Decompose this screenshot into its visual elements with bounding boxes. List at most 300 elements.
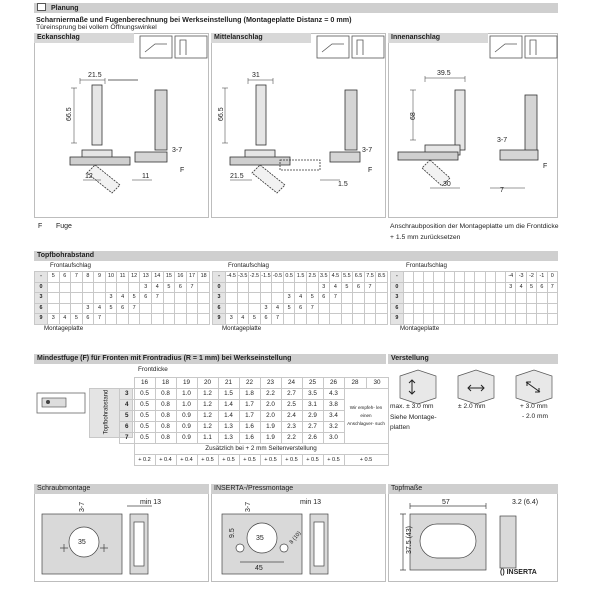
mindestfuge-cell: 0.5 bbox=[134, 411, 155, 422]
topfbohr-cell bbox=[413, 293, 423, 304]
topfbohr-cell: 6 bbox=[295, 303, 307, 314]
topfbohr-cell bbox=[105, 282, 117, 293]
topfbohr-cell bbox=[330, 314, 342, 325]
bottom-drawings bbox=[0, 494, 600, 584]
verstellung-value-3: + 3.0 mm bbox=[520, 403, 548, 410]
mindestfuge-row-label: 6 bbox=[120, 422, 135, 433]
topfbohr-col-header: 0.5 bbox=[283, 272, 295, 283]
topfbohr-col-header: -4 bbox=[506, 272, 516, 283]
inserta-drawing bbox=[222, 514, 328, 574]
topfbohr-cell: 3 bbox=[140, 282, 152, 293]
topfbohr-col-header: - bbox=[213, 272, 226, 283]
topfbohr-cell bbox=[506, 314, 516, 325]
topfbohr-cell bbox=[353, 293, 365, 304]
topfbohr-col-header: 15 bbox=[163, 272, 175, 283]
topfbohr-cell bbox=[198, 314, 210, 325]
topfbohr-cell: 6 bbox=[260, 314, 272, 325]
extra-label: Zusätzlich bei + 2 mm Seitenverstellung bbox=[134, 444, 388, 455]
mindestfuge-cell: 1.7 bbox=[239, 411, 260, 422]
topfbohr-cell bbox=[47, 303, 59, 314]
topfbohr-grid-1 bbox=[34, 271, 210, 325]
inserta-edge: 3-7 bbox=[245, 501, 252, 512]
topfbohr-row-label: 0 bbox=[213, 282, 226, 293]
topfbohr-cell bbox=[47, 293, 59, 304]
topfbohr-cell bbox=[249, 293, 261, 304]
topfbohr-row-label: 6 bbox=[213, 303, 226, 314]
extra-value: + 0.5 bbox=[260, 455, 281, 466]
topfbohr-cell bbox=[403, 282, 413, 293]
dim-innen-gap: 3-7 bbox=[497, 137, 508, 144]
mindestfuge-cell: 1.6 bbox=[239, 422, 260, 433]
topfbohr-col-header: -1 bbox=[537, 272, 547, 283]
topfbohr-cell bbox=[465, 314, 475, 325]
topfbohr-cell bbox=[59, 282, 71, 293]
topfbohr-cell bbox=[454, 282, 464, 293]
topfbohr-row-label: 3 bbox=[213, 293, 226, 304]
mindestfuge-cell: 3.0 bbox=[323, 433, 344, 444]
topfbohr-cell bbox=[376, 293, 388, 304]
topf-inserta: () INSERTA bbox=[500, 569, 537, 576]
montageplatte-label-3: Montageplatte bbox=[400, 324, 440, 332]
topfbohr-cell bbox=[295, 282, 307, 293]
mindestfuge-cell: 0.5 bbox=[134, 389, 155, 400]
frontdicke-label: Frontdicke bbox=[138, 366, 168, 373]
topfbohr-cell bbox=[547, 293, 557, 304]
topfbohr-cell bbox=[272, 282, 284, 293]
topfbohr-cell bbox=[163, 314, 175, 325]
mindestfuge-cell: 1.9 bbox=[260, 422, 281, 433]
topfbohr-col-header: - bbox=[391, 272, 404, 283]
mindestfuge-cell: 2.9 bbox=[302, 411, 323, 422]
topfbohr-cell bbox=[47, 282, 59, 293]
topfbohr-cell bbox=[117, 314, 129, 325]
topfbohr-col-header bbox=[434, 272, 444, 283]
mindestfuge-cell: 2.7 bbox=[302, 422, 323, 433]
topfbohr-cell: 7 bbox=[186, 282, 198, 293]
topfbohr-col-header: 12 bbox=[128, 272, 140, 283]
mindestfuge-cell: 1.2 bbox=[197, 411, 218, 422]
extra-value: + 0.5 bbox=[239, 455, 260, 466]
hinge-title-innen: Innenanschlag bbox=[388, 33, 488, 43]
topfbohr-cell bbox=[175, 293, 187, 304]
topfbohr-cell bbox=[237, 303, 249, 314]
verstellung-note: Siehe Montage- platten bbox=[390, 414, 437, 431]
topfbohr-table-1 bbox=[34, 262, 210, 332]
topfbohr-cell bbox=[526, 303, 536, 314]
topfbohr-cell: 6 bbox=[82, 314, 94, 325]
planung-title: Planung bbox=[50, 5, 79, 12]
topfbohr-cell: 6 bbox=[318, 293, 330, 304]
topfbohr-col-header bbox=[475, 272, 485, 283]
dim-mittel-gap: 3-7 bbox=[362, 147, 373, 154]
topfbohr-cell: 3 bbox=[283, 293, 295, 304]
topfbohr-cell: 6 bbox=[117, 303, 129, 314]
mindestfuge-cell: 0.9 bbox=[176, 433, 197, 444]
topfbohr-cell bbox=[537, 314, 547, 325]
topfbohr-col-header bbox=[495, 272, 505, 283]
frontaufschlag-label-2: Frontaufschlag bbox=[228, 262, 269, 269]
mindestfuge-cell: 1.3 bbox=[218, 422, 239, 433]
topfbohr-cell bbox=[485, 293, 495, 304]
topfbohr-cell bbox=[249, 282, 261, 293]
topfbohr-cell: 3 bbox=[318, 282, 330, 293]
extra-value: + 0.5 bbox=[218, 455, 239, 466]
topfbohr-col-header: 14 bbox=[152, 272, 164, 283]
mindestfuge-cell: 0.8 bbox=[155, 400, 176, 411]
mindestfuge-cell: 0.5 bbox=[134, 422, 155, 433]
topfbohr-cell: 7 bbox=[128, 303, 140, 314]
topfbohr-cell bbox=[260, 282, 272, 293]
frontdicke-header: 21 bbox=[218, 378, 239, 389]
montageplatte-label-2: Montageplatte bbox=[222, 324, 262, 332]
mindestfuge-cell: 0.9 bbox=[176, 411, 197, 422]
topfbohr-cell: 4 bbox=[295, 293, 307, 304]
topfbohr-col-header: -2.5 bbox=[249, 272, 261, 283]
topfbohr-cell bbox=[526, 293, 536, 304]
topfbohr-cell bbox=[163, 293, 175, 304]
topfbohr-cell: 7 bbox=[306, 303, 318, 314]
topfbohr-cell bbox=[475, 303, 485, 314]
topfbohr-cell bbox=[424, 314, 434, 325]
topfbohr-cell bbox=[128, 314, 140, 325]
topfbohr-col-header bbox=[454, 272, 464, 283]
dim-mittel-left: 21.5 bbox=[230, 173, 244, 180]
dim-mittel-top: 31 bbox=[252, 72, 260, 79]
topfbohr-col-header: 2.5 bbox=[306, 272, 318, 283]
topfbohr-cell bbox=[249, 303, 261, 314]
topfbohr-col-header: -4.5 bbox=[225, 272, 237, 283]
topfbohr-cell bbox=[105, 314, 117, 325]
topfbohr-cell bbox=[71, 293, 83, 304]
topfbohr-cell bbox=[376, 303, 388, 314]
topfbohr-row-label: 9 bbox=[35, 314, 48, 325]
schraub-min: min 13 bbox=[140, 499, 162, 506]
topf-width: 57 bbox=[442, 499, 450, 506]
topfbohr-cell: 5 bbox=[306, 293, 318, 304]
topfbohr-cell bbox=[237, 293, 249, 304]
topfbohr-cell bbox=[175, 314, 187, 325]
mindestfuge-cell: 2.2 bbox=[260, 389, 281, 400]
topfbohr-cell: 7 bbox=[364, 282, 376, 293]
topfbohr-grid-3 bbox=[390, 271, 558, 325]
mindestfuge-cell: 1.6 bbox=[239, 433, 260, 444]
schraub-edge: 3-7 bbox=[79, 501, 86, 512]
topfbohr-col-header: 0 bbox=[547, 272, 557, 283]
topfbohr-cell bbox=[424, 303, 434, 314]
inserta-dia: 35 bbox=[256, 535, 264, 542]
mindestfuge-cell: 1.2 bbox=[197, 400, 218, 411]
frontdicke-header: 30 bbox=[366, 378, 388, 389]
extra-value: + 0.5 bbox=[344, 455, 388, 466]
topfbohr-col-header: 16 bbox=[175, 272, 187, 283]
topfbohr-cell bbox=[272, 293, 284, 304]
topfbohr-col-header bbox=[413, 272, 423, 283]
verstellung-icons bbox=[392, 368, 558, 406]
topfbohr-row-label: 0 bbox=[391, 282, 404, 293]
topfbohr-col-header: 8.5 bbox=[376, 272, 388, 283]
topfbohr-cell bbox=[59, 293, 71, 304]
topfbohr-cell bbox=[376, 314, 388, 325]
topfbohr-cell bbox=[475, 314, 485, 325]
mindestfuge-row-label: 7 bbox=[120, 433, 135, 444]
topfbohr-cell bbox=[465, 303, 475, 314]
topfbohr-cell bbox=[516, 293, 526, 304]
frontaufschlag-label-1: Frontaufschlag bbox=[50, 262, 91, 269]
topfbohr-cell bbox=[465, 282, 475, 293]
topfbohr-cell bbox=[495, 303, 505, 314]
topfbohr-col-header: 10 bbox=[105, 272, 117, 283]
topfbohr-cell bbox=[318, 314, 330, 325]
topfbohr-cell bbox=[94, 282, 106, 293]
topfbohr-col-header: 3.5 bbox=[318, 272, 330, 283]
dim-eck-left: 12 bbox=[85, 173, 93, 180]
topfbohr-cell bbox=[283, 314, 295, 325]
topfbohr-cell bbox=[237, 282, 249, 293]
mindestfuge-cell: 1.7 bbox=[239, 400, 260, 411]
topfbohr-label: Topfbohrabstand bbox=[103, 389, 110, 435]
topfbohr-cell bbox=[444, 293, 454, 304]
topfbohr-cell bbox=[94, 293, 106, 304]
topfbohr-cell bbox=[444, 303, 454, 314]
topfbohr-cell bbox=[353, 314, 365, 325]
topfbohr-cell: 3 bbox=[47, 314, 59, 325]
drawing-mittel bbox=[230, 85, 360, 193]
topfbohr-cell bbox=[506, 303, 516, 314]
extra-value: + 0.5 bbox=[323, 455, 344, 466]
topfbohr-cell bbox=[163, 303, 175, 314]
topfbohr-cell bbox=[82, 282, 94, 293]
topfbohr-cell bbox=[537, 303, 547, 314]
topfbohr-cell: 5 bbox=[526, 282, 536, 293]
dim-mittel-height: 66.5 bbox=[218, 107, 225, 121]
topfbohr-col-header: 11 bbox=[117, 272, 129, 283]
topfbohr-col-header: 17 bbox=[186, 272, 198, 283]
topfbohr-cell bbox=[71, 303, 83, 314]
drawing-innen bbox=[398, 90, 538, 186]
topfbohr-cell bbox=[82, 293, 94, 304]
topfbohr-cell: 5 bbox=[71, 314, 83, 325]
topfbohr-cell bbox=[364, 314, 376, 325]
frontaufschlag-label-3: Frontaufschlag bbox=[406, 262, 447, 269]
mindestfuge-row-label: 4 bbox=[120, 400, 135, 411]
frontdicke-header: 26 bbox=[323, 378, 344, 389]
dim-mittel-fuge: F bbox=[368, 167, 373, 174]
inserta-title: INSERTA-/Pressmontage bbox=[211, 484, 386, 494]
topfbohr-cell: 3 bbox=[506, 282, 516, 293]
topfbohr-cell bbox=[454, 293, 464, 304]
topfbohr-cell bbox=[341, 303, 353, 314]
frontdicke-header: 28 bbox=[344, 378, 366, 389]
mindestfuge-cell: 2.0 bbox=[260, 400, 281, 411]
mindestfuge-cell: 1.3 bbox=[218, 433, 239, 444]
topfbohr-col-header: -1.5 bbox=[260, 272, 272, 283]
mindestfuge-corner bbox=[120, 378, 135, 389]
frontdicke-header: 25 bbox=[302, 378, 323, 389]
topfbohr-cell: 3 bbox=[82, 303, 94, 314]
mindestfuge-cell: 2.4 bbox=[281, 411, 302, 422]
topfbohr-cell bbox=[341, 314, 353, 325]
verstellung-value-2: ± 2.0 mm bbox=[458, 403, 486, 410]
topfbohr-cell bbox=[444, 282, 454, 293]
topfbohr-cell bbox=[475, 293, 485, 304]
topfbohr-cell bbox=[495, 314, 505, 325]
topfbohr-cell bbox=[186, 314, 198, 325]
frontdicke-header: 20 bbox=[197, 378, 218, 389]
topfbohr-cell bbox=[454, 314, 464, 325]
topfbohr-cell: 7 bbox=[272, 314, 284, 325]
topfbohr-col-header: 7.5 bbox=[364, 272, 376, 283]
topfbohr-col-header bbox=[485, 272, 495, 283]
topfbohr-cell bbox=[71, 282, 83, 293]
topfbohr-cell bbox=[424, 282, 434, 293]
dim-eck-top: 21.5 bbox=[88, 72, 102, 79]
mindestfuge-cell: 1.2 bbox=[197, 422, 218, 433]
inserta-hole: 8 (10) bbox=[288, 530, 303, 546]
topfbohr-cell bbox=[444, 314, 454, 325]
dim-innen-height: 68 bbox=[410, 112, 417, 120]
verstellung-value-4: - 2.0 mm bbox=[522, 413, 549, 420]
topfmasse-title: Topfmaße bbox=[388, 484, 558, 494]
frontdicke-header: 16 bbox=[134, 378, 155, 389]
dim-innen-bottom: 30 bbox=[443, 181, 451, 188]
topfbohr-table-2 bbox=[212, 262, 388, 332]
mindestfuge-cell: 1.0 bbox=[176, 400, 197, 411]
topfbohr-cell bbox=[186, 293, 198, 304]
topfbohr-cell bbox=[225, 303, 237, 314]
frontdicke-header: 24 bbox=[281, 378, 302, 389]
topfbohr-cell bbox=[424, 293, 434, 304]
topfbohr-col-header: 7 bbox=[71, 272, 83, 283]
topfbohr-cell bbox=[413, 282, 423, 293]
topfbohr-cell: 4 bbox=[272, 303, 284, 314]
mindestfuge-cell: 0.8 bbox=[155, 389, 176, 400]
schraub-dia: 35 bbox=[78, 539, 86, 546]
topfbohr-cell: 4 bbox=[330, 282, 342, 293]
topfbohr-cell: 7 bbox=[94, 314, 106, 325]
topfbohr-cell: 4 bbox=[152, 282, 164, 293]
topfbohr-cell bbox=[465, 293, 475, 304]
mindestfuge-cell: 0.8 bbox=[155, 422, 176, 433]
verstellung-title: Verstellung bbox=[388, 354, 558, 364]
topfbohr-col-header: 1.5 bbox=[295, 272, 307, 283]
mindestfuge-cell: 0.5 bbox=[134, 433, 155, 444]
legend-text: Fuge bbox=[56, 223, 72, 230]
topfbohr-cell bbox=[526, 314, 536, 325]
dim-eck-right: 11 bbox=[142, 173, 150, 180]
topfbohr-cell bbox=[475, 282, 485, 293]
topfbohr-table-3 bbox=[390, 262, 558, 332]
topfbohr-cell bbox=[306, 282, 318, 293]
topfbohr-cell bbox=[403, 293, 413, 304]
topfbohr-col-header bbox=[444, 272, 454, 283]
frontdicke-header: 23 bbox=[260, 378, 281, 389]
topfbohr-cell bbox=[225, 293, 237, 304]
mindestfuge-cell: 3.5 bbox=[302, 389, 323, 400]
topfbohr-cell bbox=[495, 282, 505, 293]
topfbohr-cell: 6 bbox=[140, 293, 152, 304]
topfbohr-cell bbox=[403, 303, 413, 314]
topfbohr-cell bbox=[516, 314, 526, 325]
topfbohr-cell: 6 bbox=[353, 282, 365, 293]
mindestfuge-cell: 1.4 bbox=[218, 400, 239, 411]
mindestfuge-cell: 2.5 bbox=[281, 400, 302, 411]
mindestfuge-cell: 2.2 bbox=[281, 433, 302, 444]
topfbohr-cell: 4 bbox=[94, 303, 106, 314]
topf-depth: 3.2 (6.4) bbox=[512, 499, 539, 506]
topfbohr-col-header bbox=[465, 272, 475, 283]
topfbohr-cell bbox=[225, 282, 237, 293]
inserta-min: min 13 bbox=[300, 499, 322, 506]
section-title: Scharniermaße und Fugenberechnung bei Werkseinstellung (Montageplatte Distanz = 0 mm) bbox=[36, 15, 352, 24]
mindestfuge-cell: 1.4 bbox=[218, 411, 239, 422]
topfbohr-row-label: 6 bbox=[391, 303, 404, 314]
topfbohr-cell: 4 bbox=[59, 314, 71, 325]
extra-value: + 0.4 bbox=[155, 455, 176, 466]
topfbohr-cell bbox=[506, 293, 516, 304]
topfbohr-cell: 4 bbox=[237, 314, 249, 325]
topfbohr-col-header: 5.5 bbox=[341, 272, 353, 283]
extra-value: + 0.5 bbox=[197, 455, 218, 466]
mindestfuge-cell: 1.1 bbox=[197, 433, 218, 444]
topfbohr-col-header: 8 bbox=[82, 272, 94, 283]
hinge-drawings bbox=[0, 0, 600, 230]
topfbohr-cell: 5 bbox=[128, 293, 140, 304]
topfbohr-cell: 5 bbox=[341, 282, 353, 293]
topfbohr-row-label: 6 bbox=[35, 303, 48, 314]
topfbohr-cell bbox=[537, 293, 547, 304]
extra-value: + 0.4 bbox=[176, 455, 197, 466]
topfbohr-cell bbox=[341, 293, 353, 304]
topfbohr-cell bbox=[198, 282, 210, 293]
topfbohr-cell bbox=[198, 293, 210, 304]
recommend-note: Wir empfeh- len einen Anschlagver- such bbox=[344, 389, 388, 444]
topfbohr-cell bbox=[434, 282, 444, 293]
topfbohr-cell bbox=[413, 303, 423, 314]
mindestfuge-cell: 1.8 bbox=[239, 389, 260, 400]
topfbohr-row-label: 3 bbox=[391, 293, 404, 304]
topfbohr-cell: 5 bbox=[163, 282, 175, 293]
topfbohr-cell: 7 bbox=[547, 282, 557, 293]
topfbohr-row-label: 9 bbox=[391, 314, 404, 325]
extra-blank bbox=[120, 455, 135, 466]
dim-eck-height: 66.5 bbox=[66, 107, 73, 121]
topfbohr-col-header: -2 bbox=[526, 272, 536, 283]
topfbohr-cell bbox=[117, 282, 129, 293]
dim-innen-top: 39.5 bbox=[437, 70, 451, 77]
topfbohr-cell bbox=[454, 303, 464, 314]
topfbohr-cell: 3 bbox=[105, 293, 117, 304]
topfbohr-row-label: 9 bbox=[213, 314, 226, 325]
topfbohr-cell bbox=[547, 303, 557, 314]
topfbohr-col-header: 5 bbox=[47, 272, 59, 283]
topfbohr-col-header: 9 bbox=[94, 272, 106, 283]
mindestfuge-icon bbox=[36, 392, 86, 414]
topfbohr-cell bbox=[198, 303, 210, 314]
topfbohr-cell bbox=[376, 282, 388, 293]
mindestfuge-table bbox=[119, 377, 389, 466]
topfbohr-cell bbox=[283, 282, 295, 293]
extra-value: + 0.5 bbox=[281, 455, 302, 466]
topfbohr-col-header bbox=[403, 272, 413, 283]
topfbohr-cell bbox=[295, 314, 307, 325]
frontdicke-header: 19 bbox=[176, 378, 197, 389]
topfbohr-cell bbox=[434, 303, 444, 314]
topfbohr-cell bbox=[152, 303, 164, 314]
topfbohr-cell bbox=[128, 282, 140, 293]
topfbohr-cell bbox=[485, 314, 495, 325]
topfbohr-cell bbox=[260, 293, 272, 304]
topfbohr-col-header: 4.5 bbox=[330, 272, 342, 283]
